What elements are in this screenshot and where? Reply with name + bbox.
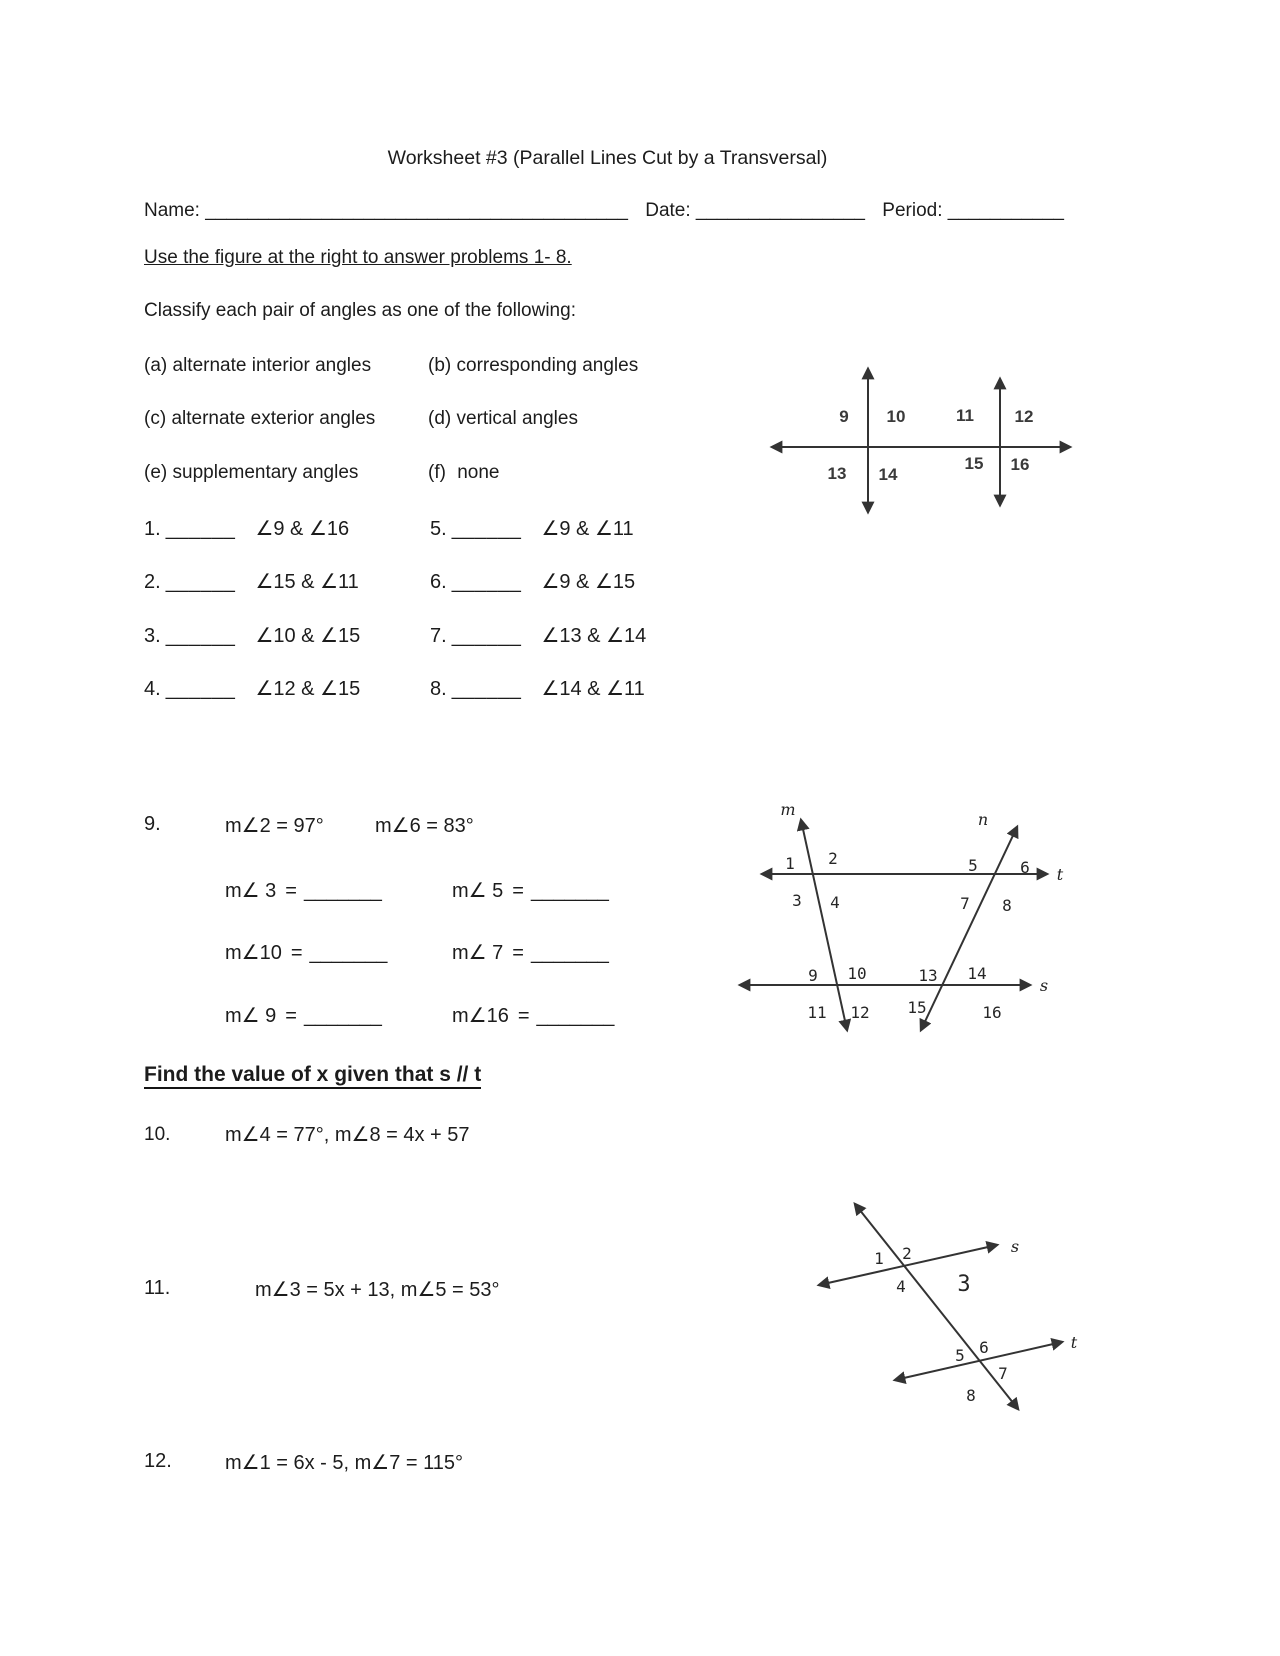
answer-blank: ______ <box>451 571 522 593</box>
fig2-angle-2-label: 2 <box>828 849 838 868</box>
problem-12-statement: m∠1 = 6x - 5, m∠7 = 115° <box>225 1452 464 1474</box>
fig3-angle-4-label: 4 <box>896 1277 906 1296</box>
angle-pair: ∠9 & ∠15 <box>541 571 636 593</box>
classify-prompt: Classify each pair of angles as one of the following: <box>144 300 576 321</box>
option-c <box>144 408 375 430</box>
answer-blank: ______ <box>451 625 522 647</box>
problem-9-blank-m5 <box>452 878 609 903</box>
problem-number: 8. <box>430 678 447 700</box>
option-a <box>144 355 371 377</box>
problem-row-5 <box>430 516 634 541</box>
answer-blank: ______ <box>451 678 522 700</box>
option-label: corresponding angles <box>456 355 639 376</box>
fig1-angle-10-label: 10 <box>886 407 906 426</box>
fig3-angle-1-label: 1 <box>874 1249 884 1268</box>
name-blank: ________________________________________ <box>205 200 628 221</box>
option-f <box>428 462 500 484</box>
problem-12-number: 12. <box>144 1450 172 1472</box>
answer-blank: _______ <box>536 1005 615 1027</box>
angle-pair: ∠9 & ∠11 <box>541 518 634 540</box>
line-t-label: t <box>1070 1333 1078 1352</box>
problem-number: 5. <box>430 518 447 540</box>
problem-row-3 <box>144 623 360 648</box>
fig2-angle-4-label: 4 <box>830 893 840 912</box>
line-s-label: s <box>1010 1237 1020 1256</box>
option-b <box>428 355 638 377</box>
problem-number: 6. <box>430 571 447 593</box>
problem-9-blank-m7 <box>452 940 609 965</box>
option-key: (e) <box>144 462 168 483</box>
fig1-angle-15-label: 15 <box>964 454 984 473</box>
answer-blank: ______ <box>165 571 236 593</box>
line-t-label: t <box>1056 865 1064 884</box>
equals-sign: = <box>285 1005 297 1027</box>
fig3-angle-7-label: 7 <box>998 1364 1008 1383</box>
fig2-angle-13-label: 13 <box>918 966 938 985</box>
angle-pair: ∠12 & ∠15 <box>255 678 361 700</box>
option-key: (f) <box>428 462 446 483</box>
problem-10-number: 10. <box>144 1124 171 1145</box>
answer-blank: ______ <box>165 518 236 540</box>
angle-term: m∠16 <box>452 1005 509 1027</box>
problem-row-6 <box>430 569 635 594</box>
date-blank: ________________ <box>695 200 865 221</box>
answer-blank: _______ <box>530 942 609 964</box>
fig2-angle-10-label: 10 <box>847 964 867 983</box>
line-n-label: n <box>977 810 989 829</box>
fig3-angle-8-label: 8 <box>966 1386 976 1405</box>
angle-pair: ∠9 & ∠16 <box>255 518 350 540</box>
angle-pair: ∠13 & ∠14 <box>541 625 647 647</box>
option-label: alternate exterior angles <box>171 408 376 429</box>
fig2-angle-16-label: 16 <box>982 1003 1002 1022</box>
date-label: Date: <box>645 200 691 221</box>
transversal-line <box>855 1204 1018 1409</box>
fig2-angle-15-label: 15 <box>907 998 927 1017</box>
fig2-angle-5-label: 5 <box>968 856 978 875</box>
answer-blank: _______ <box>303 1005 382 1027</box>
figure-two-transversals <box>720 795 1070 1060</box>
period-label: Period: <box>882 200 943 221</box>
period-blank: ___________ <box>947 200 1065 221</box>
option-key: (b) <box>428 355 452 376</box>
problem-row-2 <box>144 569 359 594</box>
fig2-angle-6-label: 6 <box>1020 858 1030 877</box>
problem-number: 1. <box>144 518 161 540</box>
problem-number: 4. <box>144 678 161 700</box>
angle-term: m∠ 7 <box>452 942 504 964</box>
fig2-angle-8-label: 8 <box>1002 896 1012 915</box>
equals-sign: = <box>285 880 297 902</box>
problem-number: 3. <box>144 625 161 647</box>
problem-9-given-1: m∠2 = 97° <box>225 815 324 837</box>
problem-9-given-2: m∠6 = 83° <box>375 815 474 837</box>
answer-blank: ______ <box>451 518 522 540</box>
option-label: supplementary angles <box>172 462 359 483</box>
equals-sign: = <box>512 880 524 902</box>
problem-row-4 <box>144 676 360 701</box>
figure-slanted-parallel-lines <box>805 1190 1090 1420</box>
name-label: Name: <box>144 200 200 221</box>
problem-9-blank-m3 <box>225 878 382 903</box>
problem-9-blank-m9 <box>225 1003 382 1028</box>
fig1-angle-11-label: 11 <box>956 406 974 425</box>
angle-pair: ∠10 & ∠15 <box>255 625 361 647</box>
angle-pair: ∠14 & ∠11 <box>541 678 645 700</box>
option-e <box>144 462 358 484</box>
fig3-angle-6-label: 6 <box>979 1338 989 1357</box>
problem-9-blank-m10 <box>225 940 387 965</box>
option-label: none <box>457 462 500 483</box>
angle-term: m∠ 9 <box>225 1005 277 1027</box>
line-s-label: s <box>1039 976 1049 995</box>
find-x-heading <box>144 1063 481 1087</box>
fig2-angle-14-label: 14 <box>967 964 987 983</box>
fig1-angle-14-label: 14 <box>878 465 898 484</box>
fig2-angle-7-label: 7 <box>960 894 970 913</box>
answer-blank: ______ <box>165 678 236 700</box>
problem-row-1 <box>144 516 349 541</box>
problem-row-7 <box>430 623 646 648</box>
option-key: (c) <box>144 408 167 429</box>
option-key: (a) <box>144 355 168 376</box>
use-figure-instruction: Use the figure at the right to answer problems 1- 8. <box>144 247 572 268</box>
problem-10-statement: m∠4 = 77°, m∠8 = 4x + 57 <box>225 1124 470 1146</box>
problem-9-blank-m16 <box>452 1003 614 1028</box>
answer-blank: ______ <box>165 625 236 647</box>
angle-pair: ∠15 & ∠11 <box>255 571 359 593</box>
problem-number: 2. <box>144 571 161 593</box>
problem-number: 7. <box>430 625 447 647</box>
answer-blank: _______ <box>530 880 609 902</box>
fig1-angle-9-label: 9 <box>839 407 849 426</box>
option-label: vertical angles <box>456 408 578 429</box>
answer-blank: _______ <box>309 942 388 964</box>
option-key: (d) <box>428 408 452 429</box>
fig2-angle-3-label: 3 <box>792 891 802 910</box>
fig3-angle-3-label: 3 <box>957 1272 971 1297</box>
problem-row-8 <box>430 676 645 701</box>
fig2-angle-11-label: 11 <box>807 1003 827 1022</box>
fig1-angle-13-label: 13 <box>827 464 847 483</box>
line-m-label: m <box>780 800 796 819</box>
fig2-angle-12-label: 12 <box>850 1003 870 1022</box>
problem-11-number: 11. <box>144 1277 171 1299</box>
angle-term: m∠10 <box>225 942 282 964</box>
fig2-angle-1-label: 1 <box>785 854 795 873</box>
line-m <box>801 820 847 1030</box>
fig1-angle-12-label: 12 <box>1014 407 1034 426</box>
fig3-angle-5-label: 5 <box>955 1346 965 1365</box>
figure-parallel-vertical-lines <box>760 355 1080 520</box>
option-label: alternate interior angles <box>172 355 372 376</box>
find-x-heading-text: Find the value of x given that s // t <box>144 1063 481 1089</box>
fig1-angle-16-label: 16 <box>1010 455 1030 474</box>
page-title: Worksheet #3 (Parallel Lines Cut by a Transversal) <box>387 147 828 169</box>
angle-term: m∠ 3 <box>225 880 277 902</box>
problem-11-statement: m∠3 = 5x + 13, m∠5 = 53° <box>255 1279 500 1301</box>
option-d <box>428 408 578 430</box>
fig3-angle-2-label: 2 <box>902 1244 912 1263</box>
problem-9-number: 9. <box>144 813 161 835</box>
equals-sign: = <box>512 942 524 964</box>
header-fields-line <box>144 200 1064 222</box>
answer-blank: _______ <box>303 880 382 902</box>
equals-sign: = <box>517 1005 530 1027</box>
fig2-angle-9-label: 9 <box>808 966 818 985</box>
equals-sign: = <box>290 942 303 964</box>
angle-term: m∠ 5 <box>452 880 504 902</box>
